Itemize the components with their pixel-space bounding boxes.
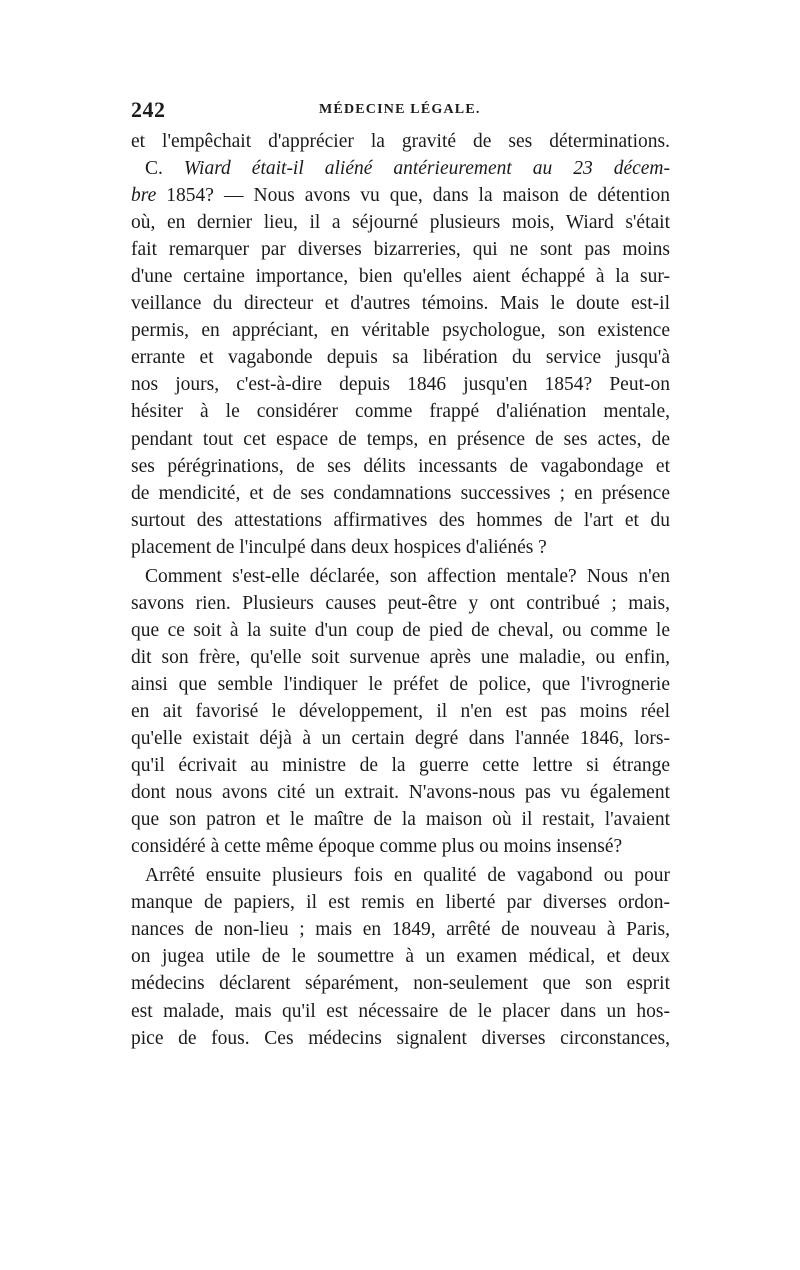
text-line-9: errante et vagabonde depuis sa libération du service jusqu'à — [131, 347, 670, 369]
text-line-17: Comment s'est-elle déclarée, son affection mentale? Nous n'en — [145, 565, 670, 587]
text-line-19: que ce soit à la suite d'un coup de pied de cheval, ou comme le — [131, 619, 670, 641]
text-line-12: pendant tout cet espace de temps, en présence de ses actes, de — [131, 428, 670, 450]
text-line-32: médecins déclarent séparément, non-seulement que son esprit — [131, 973, 670, 995]
text-line-8: permis, en appréciant, en véritable psychologue, son existence — [131, 320, 670, 342]
text-line-33: est malade, mais qu'il est nécessaire de le placer dans un hos- — [131, 1000, 670, 1022]
page-number: 242 — [131, 97, 166, 122]
running-head — [131, 97, 671, 127]
section-question: Wiard était-il aliéné antérieurement au 23 décem- — [183, 158, 670, 180]
text-line-26: que son patron et le maître de la maison où il restait, l'avaient — [131, 809, 670, 831]
text-line-5: fait remarquer par diverses bizarreries, qui ne sont pas moins — [131, 239, 670, 261]
section-letter: C. — [145, 158, 184, 180]
text-line-18: savons rien. Plusieurs causes peut-être y ont contribué ; mais, — [131, 592, 670, 614]
text-line-15: surtout des attestations affirmatives des hommes de l'art et du — [131, 509, 670, 531]
text-line-13: ses pérégrinations, de ses délits incessants de vagabondage et — [131, 455, 670, 477]
text-line-16: placement de l'inculpé dans deux hospices d'aliénés ? — [131, 536, 547, 558]
text-line-23: qu'elle existait déjà à un certain degré dans l'année 1846, lors- — [131, 728, 670, 750]
text-line-2 — [131, 155, 670, 182]
text-line-7: veillance du directeur et d'autres témoins. Mais le doute est-il — [131, 293, 670, 315]
text-line-10: nos jours, c'est-à-dire depuis 1846 jusqu'en 1854? Peut-on — [131, 374, 670, 396]
text-line-20: dit son frère, qu'elle soit survenue après une maladie, ou enfin, — [131, 646, 670, 668]
text-line-25: dont nous avons cité un extrait. N'avons-nous pas vu également — [131, 782, 670, 804]
text-line-1: et l'empêchait d'apprécier la gravité de ses déterminations. — [131, 131, 670, 152]
text-line-6: d'une certaine importance, bien qu'elles aient échappé à la sur- — [131, 266, 670, 288]
text-line-24: qu'il écrivait au ministre de la guerre cette lettre si étrange — [131, 755, 670, 777]
text-line-22: en ait favorisé le développement, il n'en est pas moins réel — [131, 700, 670, 722]
text-line-31: on jugea utile de le soumettre à un examen médical, et deux — [131, 946, 670, 968]
text-line-28: Arrêté ensuite plusieurs fois en qualité de vagabond ou pour — [145, 865, 670, 887]
running-title: MÉDECINE LÉGALE. — [319, 102, 481, 117]
text-line-34: pice de fous. Ces médecins signalent diverses circonstances, — [131, 1027, 670, 1049]
text-line-14: de mendicité, et de ses condamnations successives ; en présence — [131, 482, 670, 504]
text-line-30: nances de non-lieu ; mais en 1849, arrêté de nouveau à Paris, — [131, 919, 670, 941]
text-line-4: où, en dernier lieu, il a séjourné plusieurs mois, Wiard s'était — [131, 212, 670, 234]
text-line-21: ainsi que semble l'indiquer le préfet de police, que l'ivrognerie — [131, 673, 670, 695]
body-text — [131, 128, 670, 1052]
text-line-27: considéré à cette même époque comme plus ou moins insensé? — [131, 836, 623, 858]
section-question-end: bre — [131, 185, 157, 207]
text-line-11: hésiter à le considérer comme frappé d'aliénation mentale, — [131, 401, 670, 423]
line-3-rest: 1854? — Nous avons vu que, dans la maison de détention — [156, 185, 670, 207]
text-line-29: manque de papiers, il est remis en liberté par diverses ordon- — [131, 892, 670, 914]
text-line-3 — [131, 182, 670, 209]
